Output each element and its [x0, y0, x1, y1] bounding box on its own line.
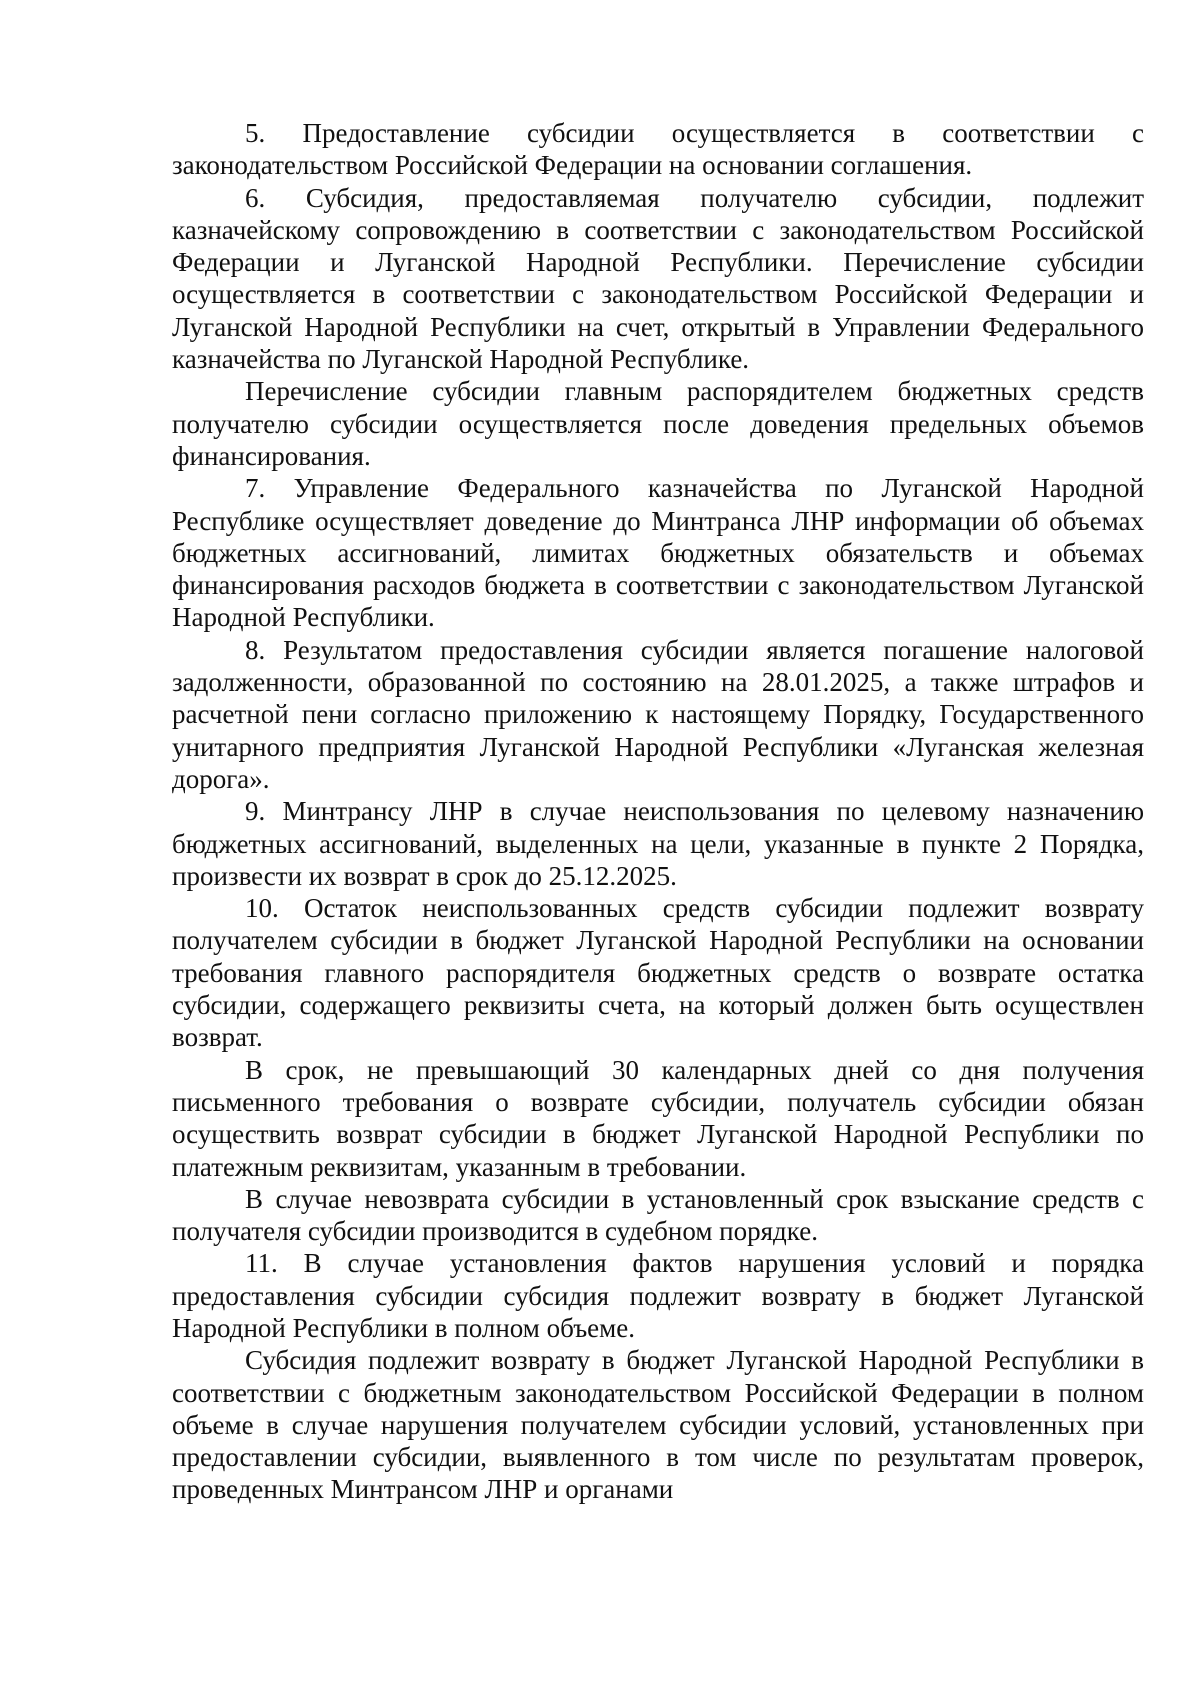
paragraph-7: 7. Управление Федерального казначейства по Луганской Народной Республике осуществляет доведение до Минтранса ЛНР информации об объемах бюджетных ассигнований, лимитах бюджетных обязательств и объемах финансирования расходов бюджета в соответствии с законодательством Луганской Народной Республики.	[172, 473, 1144, 633]
paragraph-6: 6. Субсидия, предоставляемая получателю субсидии, подлежит казначейскому сопровождению в соответствии с законодательством Российской Федерации и Луганской Народной Республики. Перечисление субсидии осуществляется в соответствии с законодательством Российской Федерации и Луганской Народной Республики на счет, открытый в Управлении Федерального казначейства по Луганской Народной Республике.	[172, 182, 1144, 375]
paragraph-10-deadline: В срок, не превышающий 30 календарных дней со дня получения письменного требования о возврате субсидии, получатель субсидии обязан осуществить возврат субсидии в бюджет Луганской Народной Республики по платежным реквизитам, указанным в требовании.	[172, 1054, 1144, 1182]
paragraph-6-transfer: Перечисление субсидии главным распорядителем бюджетных средств получателю субсидии осуществляется после доведения предельных объемов финансирования.	[172, 376, 1144, 471]
paragraph-10: 10. Остаток неиспользованных средств субсидии подлежит возврату получателем субсидии в бюджет Луганской Народной Республики на основании требования главного распорядителя бюджетных средств о возврате остатка субсидии, содержащего реквизиты счета, на который должен быть осуществлен возврат.	[172, 893, 1144, 1053]
paragraph-11: 11. В случае установления фактов нарушения условий и порядка предоставления субсидии субсидия подлежит возврату в бюджет Луганской Народной Республики в полном объеме.	[172, 1248, 1144, 1343]
paragraph-5: 5. Предоставление субсидии осуществляется в соответствии с законодательством Российской Федерации на основании соглашения.	[172, 118, 1144, 181]
paragraph-8: 8. Результатом предоставления субсидии является погашение налоговой задолженности, образованной по состоянию на 28.01.2025, а также штрафов и расчетной пени согласно приложению к настоящему Порядку, Государственного унитарного предприятия Луганской Народной Республики «Луганская железная дорога».	[172, 634, 1144, 794]
document-body	[172, 117, 1144, 1506]
paragraph-9: 9. Минтрансу ЛНР в случае неиспользования по целевому назначению бюджетных ассигнований, выделенных на цели, указанные в пункте 2 Порядка, произвести их возврат в срок до 25.12.2025.	[172, 796, 1144, 891]
paragraph-11-return: Субсидия подлежит возврату в бюджет Луганской Народной Республики в соответствии с бюджетным законодательством Российской Федерации в полном объеме в случае нарушения получателем субсидии условий, установленных при предоставлении субсидии, выявленного в том числе по результатам проверок, проведенных Минтрансом ЛНР и органами	[172, 1345, 1144, 1505]
paragraph-10-court: В случае невозврата субсидии в установленный срок взыскание средств с получателя субсидии производится в судебном порядке.	[172, 1183, 1144, 1247]
